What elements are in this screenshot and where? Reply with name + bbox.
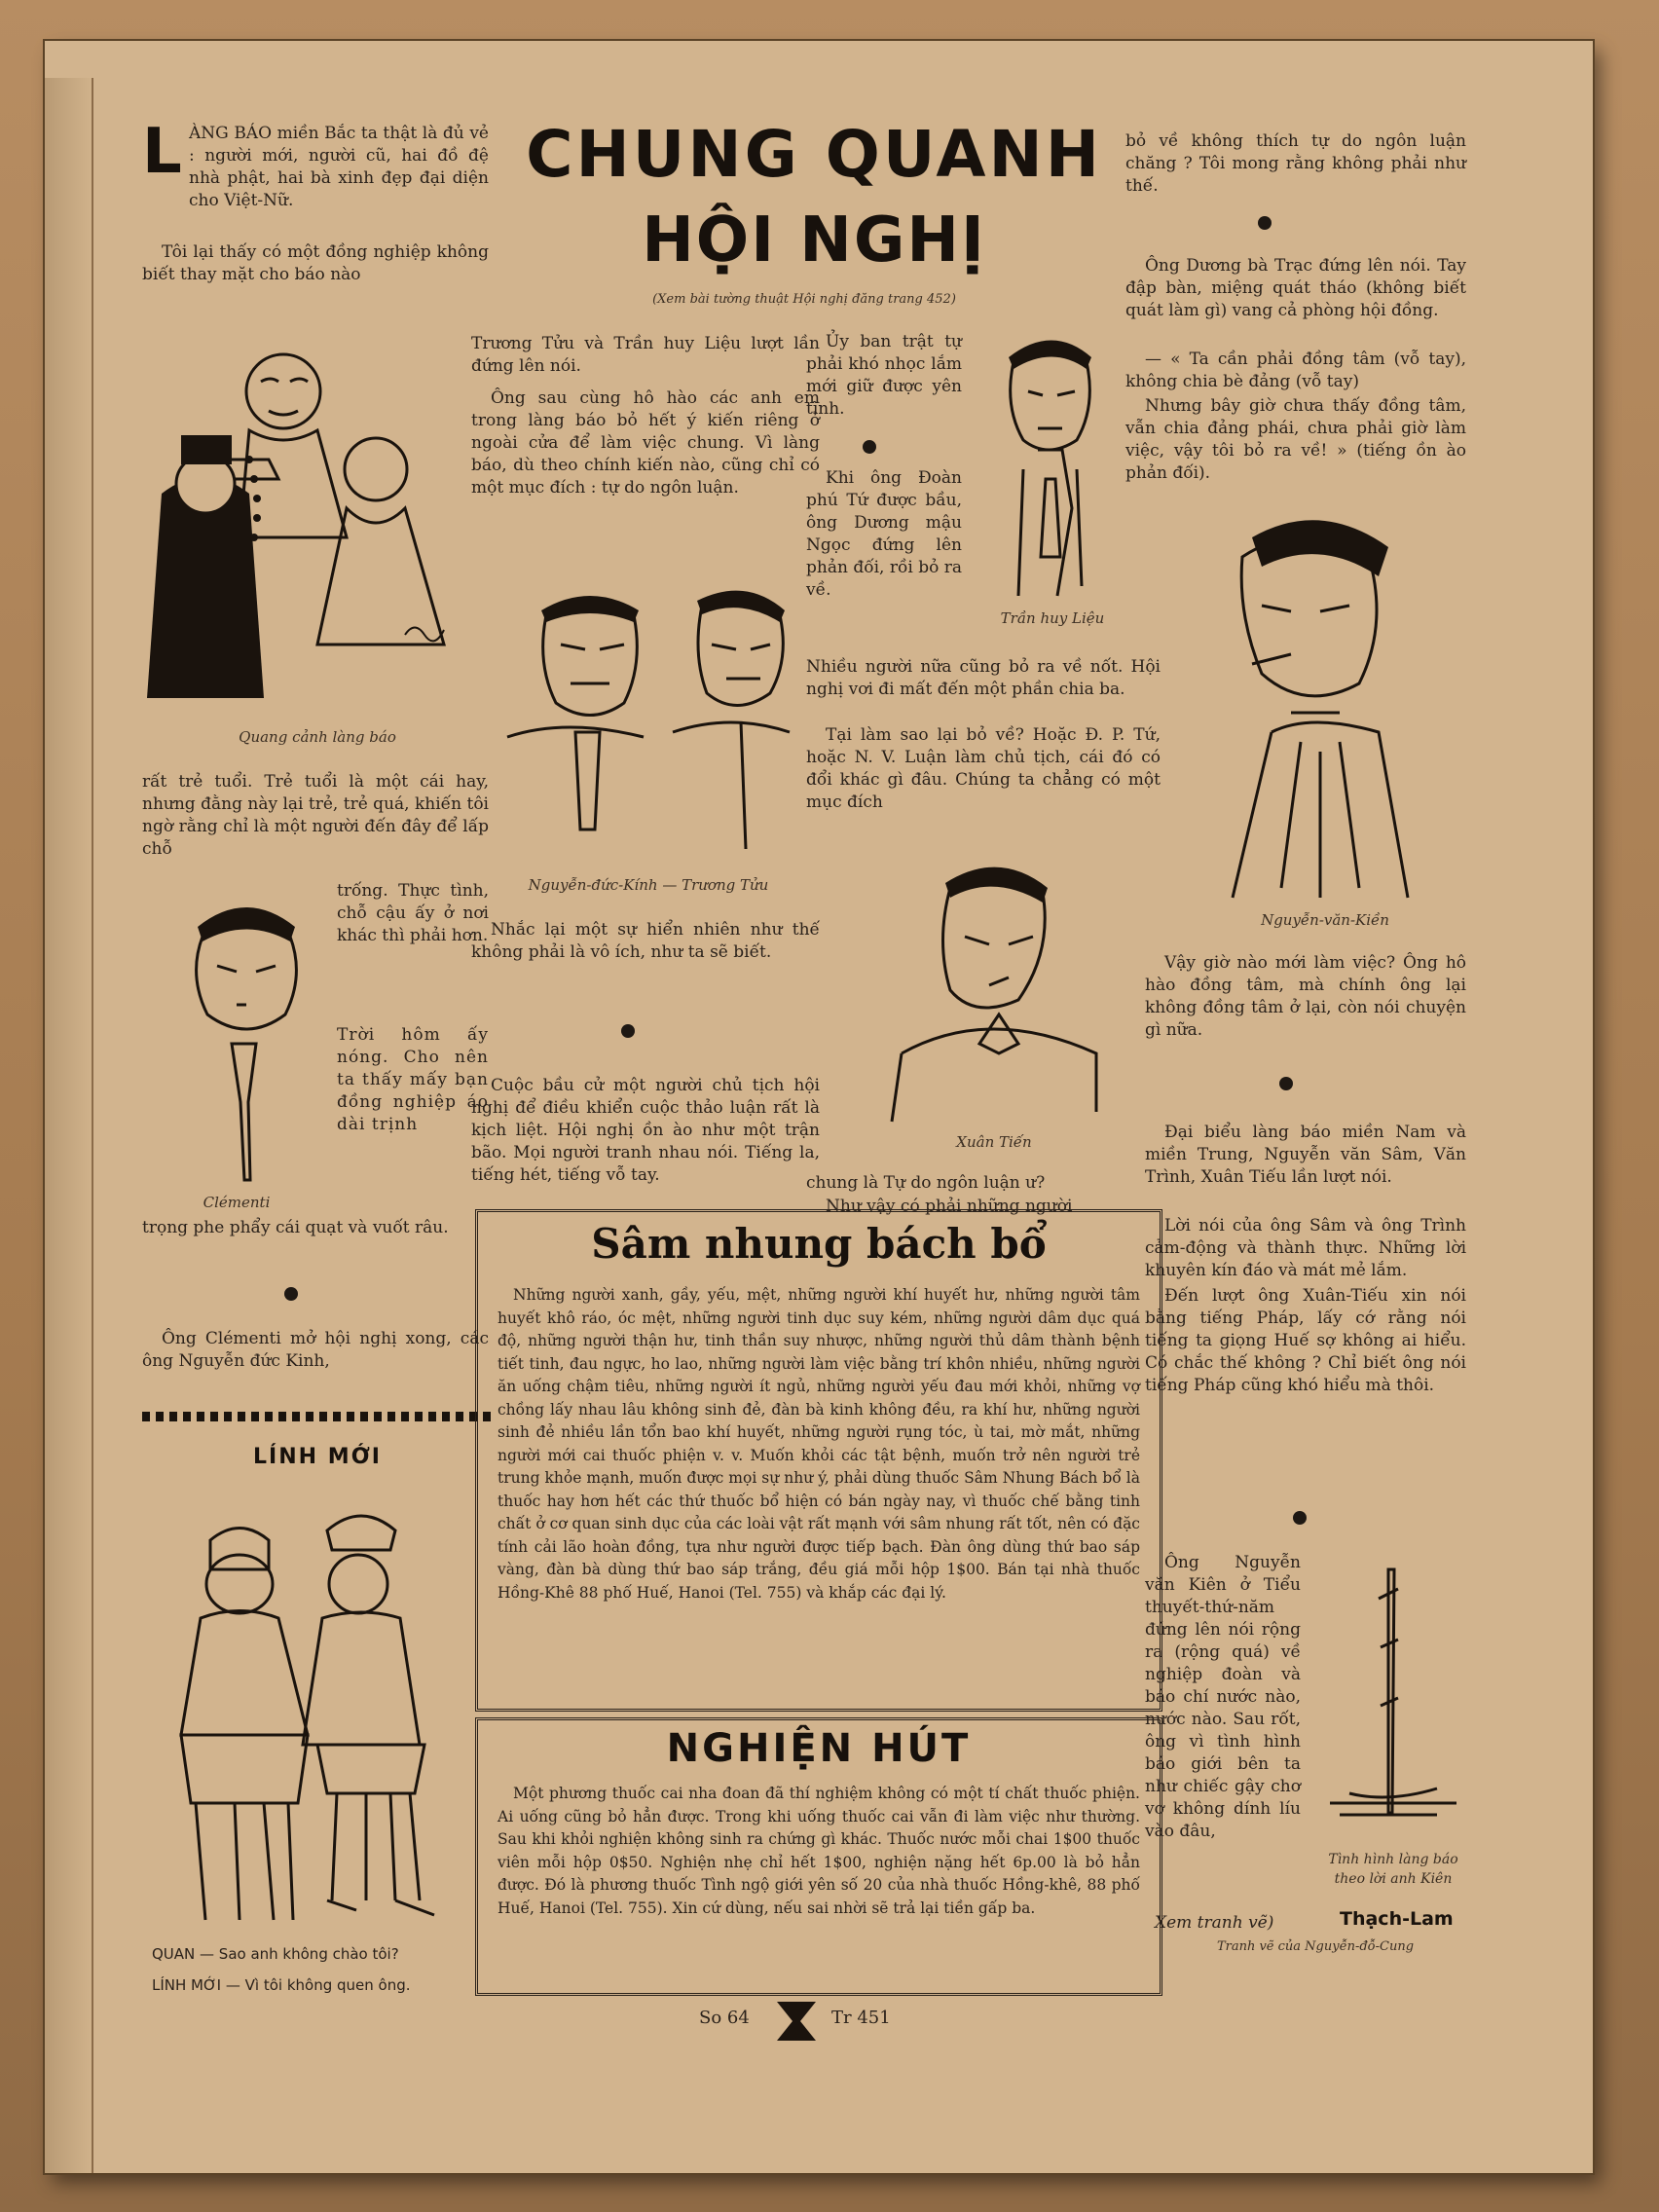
footer-page: Tr 451 [831, 2008, 891, 2028]
illustration-credit: Tranh vẽ của Nguyễn-đỗ-Cung [1216, 1939, 1415, 1954]
caption-stick: Tình hình làng báo theo lời anh Kiên [1328, 1852, 1458, 1887]
right-para-5: Vậy giờ nào mới làm việc? Ông hô hào đồng tâm, mà chính ông lại không đồng tâm ở lại, còn nói chuyện gì nữa. [1145, 953, 1466, 1040]
nguyen-van-kien-portrait [1184, 498, 1456, 907]
cartoon-line-2: LÍNH MỚI — Vì tôi không quen ông. [152, 1976, 411, 1994]
right-para-9: Ông Nguyễn văn Kiên ở Tiểu thuyết-thứ-năm đứng lên nói rộng ra (rộng quá) về nghiệp đoàn và báo chí nước nào, nước nào. Sau rốt, ông vì tình hình báo giới bên ta như chiếc gậy chơ vơ không dính líu vào đâu, [1145, 1553, 1301, 1841]
left-para-2: Tôi lại thấy có một đồng nghiệp không biết thay mặt cho báo nào [142, 242, 489, 284]
right-para-6: Đại biểu làng báo miền Nam và miền Trung, Nguyễn văn Sâm, Văn Trình, Xuân Tiếu lần lượt nói. [1145, 1123, 1466, 1187]
left-para-6: trọng phe phẩy cái quạt và vuốt râu. [142, 1218, 449, 1237]
mid-para-3: Nhắc lại một sự hiển nhiên như thế không phải là vô ích, như ta sẽ biết. [471, 920, 820, 962]
ad-nghien-hut-body: Một phương thuốc cai nha đoan đã thí nghiệm không có một tí chất thuốc phiện. Ai uống cũng bỏ hẳn được. Trong khi uống thuốc cai vẫn đi làm việc như thường. Sau khi khỏi nghiện không sinh ra chứng gì khác. Thuốc nước mỗi chai 1$00 thuốc viên mỗi hộp 0$50. Nghiện nhẹ chỉ hết 1$00, nghiện nặng hết 6p.00 là bỏ hẳn được. Đó là phương thuốc Tình ngộ giới yên số 20 của nhà thuốc Hồng-khê, 88 phố Huế, Hanoi (Tel. 755). Xin cứ dùng, nếu sai nhời sẽ trả lại tiền gấp ba. [498, 1785, 1140, 1917]
mid2-para-4: Tại làm sao lại bỏ về? Hoặc Đ. P. Tứ, hoặc N. V. Luận làm chủ tịch, cái đó có đổi khác gì đâu. Chúng ta chẳng có một mục đích [806, 725, 1161, 812]
ad-sam-nhung-box [475, 1209, 1162, 1712]
footer-issue: So 64 [699, 2008, 750, 2028]
signature: Thạch-Lam [1340, 1908, 1454, 1930]
masthead-logo-icon [777, 2002, 816, 2041]
headline-line1: CHUNG QUANH [526, 117, 1102, 192]
section-dot [1293, 1511, 1307, 1525]
right-para-7: Lời nói của ông Sâm và ông Trình cảm-động và thành thực. Những lời khuyên kín đáo và mát mẻ lắm. [1145, 1216, 1466, 1280]
right-para-10: Xem tranh vẽ) [1155, 1913, 1274, 1933]
section-dot [284, 1287, 298, 1301]
right-para-8: Đến lượt ông Xuân-Tiếu xin nói bằng tiếng Pháp, lấy cớ rằng nói tiếng ta giọng Huế sợ không ai hiểu. Có chắc thế không ? Chỉ biết ông nói tiếng Pháp cũng khó hiểu mà thôi. [1145, 1286, 1466, 1395]
new-soldier-cartoon [142, 1492, 502, 1939]
caption-press-scene: Quang cảnh làng báo [239, 728, 396, 746]
caption-xuan-tien: Xuân Tiến [956, 1133, 1032, 1151]
mid2-para-2: Khi ông Đoàn phú Tứ được bầu, ông Dương mậu Ngọc đứng lên phản đối, rồi bỏ ra về. [806, 468, 962, 600]
clementi-portrait [154, 898, 339, 1190]
mid-para-2: Ông sau cùng hô hào các anh em trong làng báo bỏ hết ý kiến riêng ở ngoài cửa để làm việc chung. Vì làng báo, dù theo chính kiến nào, cũng chỉ có một mục đích : tự do ngôn luận. [471, 388, 820, 498]
caption-two-faces: Nguyễn-đức-Kính — Trương Tửu [528, 876, 769, 894]
left-para-3: rất trẻ tuổi. Trẻ tuổi là một cái hay, nhưng đằng này lại trẻ, trẻ quá, khiến tôi ngờ rằng chỉ là một người đến đây để lấp chỗ [142, 772, 489, 859]
section-dot [863, 440, 876, 454]
section-dot [621, 1024, 635, 1038]
ad-nghien-hut-title: NGHIỆN HÚT [666, 1726, 972, 1771]
two-faces-illustration [478, 586, 838, 868]
ad-sam-nhung-body: Những người xanh, gầy, yếu, mệt, những người khí huyết hư, những người tâm huyết khô ráo, óc mệt, những người tinh dục suy kém, những người dâm dục quá độ, những người thận hư, tinh thần suy nhược, những người thủ dâm thành bệnh tiết tinh, đau ngực, ho lao, những người làm việc bằng trí khôn nhiều, những người ăn uống chậm tiêu, những người ít ngủ, những người yếu đau mới khỏi, những vợ chồng lấy nhau lâu không sinh đẻ, đàn bà kinh không đều, ra khí hư, những người sinh đẻ nhiều lần tổn bao khí huyết, những người rụng tóc, ù tai, mờ mắt, những người mới cai thuốc phiện v. v. Muốn khỏi các tật bệnh, muốn trở nên người trẻ trung khỏe mạnh, muốn được mọi sự như ý, phải dùng thuốc Sâm Nhung Bách bổ là thuốc hay hơn hết các thứ thuốc bổ hiện có bán ngày nay, vì thuốc chế bằng tinh chất ở cơ quan sinh dục của các loài vật rất mạnh với sâm nhung rất tốt, nên có đặc tính cải lão hoàn đồng, tựa như người được tiếp bạch. Đàn ông dùng thứ bao sáp vàng, đàn bà dùng thứ bao sáp trắng, đều giá mỗi hộp 1$00. Bán tại nhà thuốc Hồng-Khê 88 phố Huế, Hanoi (Tel. 755) và khắp các đại lý. [498, 1286, 1140, 1602]
right-para-4: Nhưng bây giờ chưa thấy đồng tâm, vẫn chia đảng phái, chưa phải giờ làm việc, vậy tôi bỏ ra về! » (tiếng ồn ào phản đối). [1125, 396, 1466, 483]
right-para-1: bỏ về không thích tự do ngôn luận chăng ? Tôi mong rằng không phải như thế. [1125, 131, 1466, 196]
headline-line2: HỘI NGHỊ [642, 204, 986, 276]
ad-sam-nhung-title: Sâm nhung bách bổ [591, 1220, 1047, 1268]
left-para-5: Trời hôm ấy nóng. Cho nên ta thấy mấy bạn đồng nghiệp áo dài trịnh [337, 1025, 489, 1134]
right-para-3: — « Ta cần phải đồng tâm (vỗ tay), không chia bè đảng (vỗ tay) [1125, 350, 1466, 391]
cartoon-line-1: QUAN — Sao anh không chào tôi? [152, 1945, 399, 1963]
mid-para-4: Cuộc bầu cử một người chủ tịch hội nghị để điều khiển cuộc thảo luận rất là kịch liệt. Hội nghị ồn ào như một trận bão. Mọi người tranh nhau nói. Tiếng la, tiếng hét, tiếng vỗ tay. [471, 1076, 820, 1185]
ad-nghien-hut-box [475, 1717, 1162, 1996]
stick-illustration [1320, 1560, 1466, 1842]
newspaper-page [45, 41, 1593, 2173]
tran-huy-lieu-portrait [979, 333, 1125, 606]
mid2-para-3: Nhiều người nữa cũng bỏ ra về nốt. Hội nghị vơi đi mất đến một phần chia ba. [806, 657, 1161, 699]
caption-clementi: Clémenti [203, 1194, 271, 1211]
right-para-2: Ông Dương bà Trạc đứng lên nói. Tay đập bàn, miệng quát tháo (không biết quát làm gì) vang cả phòng hội đồng. [1125, 256, 1466, 320]
left-para-7: Ông Clémenti mở hội nghị xong, các ông Nguyễn đức Kinh, [142, 1329, 489, 1371]
left-para-4: trống. Thực tình, chỗ cậu ấy ở nơi khác thì phải hơn. [337, 881, 489, 945]
mid-para-1: Trương Tửu và Trần huy Liệu lượt lần đứng lên nói. [471, 334, 820, 376]
mid2-para-5: chung là Tự do ngôn luận ư? [806, 1173, 1046, 1193]
mid2-para-1: Ủy ban trật tự phải khó nhọc lắm mới giữ được yên tĩnh. [806, 332, 962, 419]
press-scene-illustration [142, 313, 493, 722]
headline-note: (Xem bài tường thuật Hội nghị đăng trang 452) [652, 292, 956, 307]
wavy-divider [142, 1412, 493, 1421]
section-dot [1258, 216, 1272, 230]
caption-tran-huy-lieu: Trần huy Liệu [1000, 609, 1105, 627]
cartoon-title: LÍNH MỚI [253, 1445, 382, 1469]
mid2-para-6: Như vậy có phải những người [826, 1197, 1073, 1216]
facing-page-edge [45, 78, 93, 2173]
section-dot [1279, 1077, 1293, 1090]
xuan-tien-portrait [872, 859, 1116, 1131]
drop-cap: L [142, 116, 182, 188]
caption-nguyen-van-kien: Nguyễn-văn-Kiền [1261, 911, 1389, 929]
left-para-1: ÀNG BÁO miền Bắc ta thật là đủ vẻ : người mới, người cũ, hai đồ đệ nhà phật, hai bà xinh đẹp đại diện cho Việt-Nữ. [189, 124, 489, 210]
